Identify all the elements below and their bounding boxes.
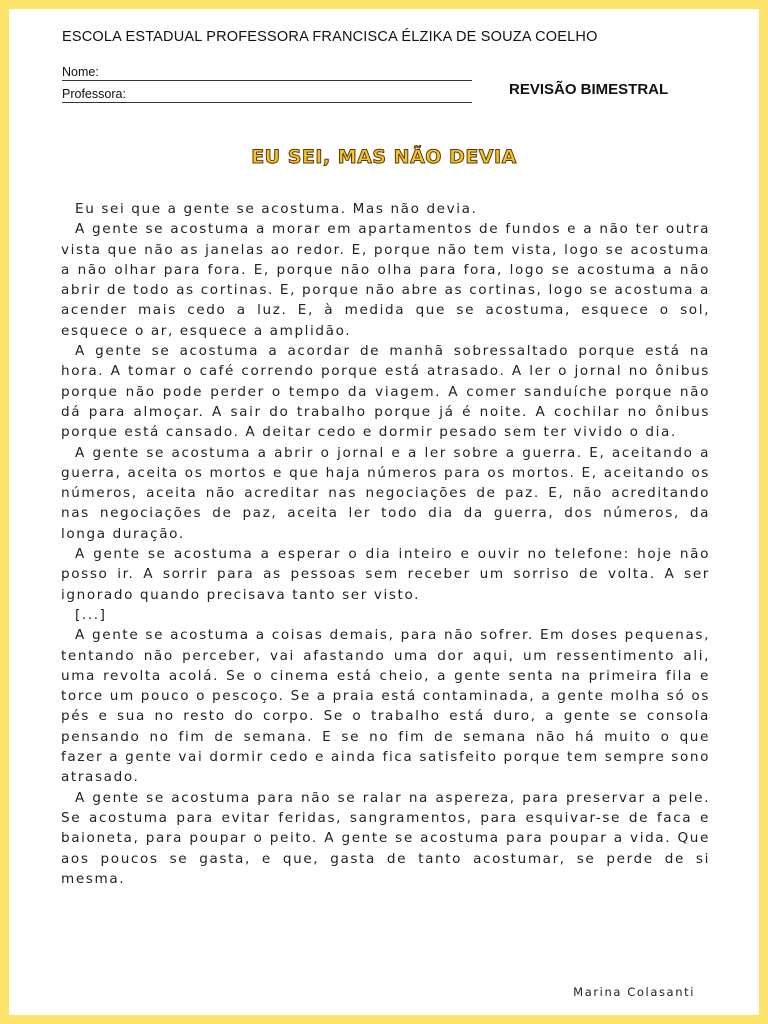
article-body [61, 199, 710, 889]
paragraph: A gente se acostuma a morar em apartamentos de fundos e a não ter outra vista que não as janelas ao redor. E, porque não tem vista, logo se acostuma a não olhar para fora. E, porque não olha para fora, logo se acostuma a não abrir de todo as cortinas. E, porque não abre as cortinas, logo se acostuma a acender mais cedo a luz. E, à medida que se acostuma, esquece o sol, esquece o ar, esquece a amplidão. [61, 221, 710, 339]
ellipsis-marker: [...] [75, 606, 107, 623]
school-name: ESCOLA ESTADUAL PROFESSORA FRANCISCA ÉLZIKA DE SOUZA COELHO [62, 29, 598, 45]
paragraph: A gente se acostuma a esperar o dia inteiro e ouvir no telefone: hoje não posso ir. A sorrir para as pessoas sem receber um sorriso de volta. A ser ignorado quando precisava tanto ser visto. [61, 546, 710, 603]
paragraph: A gente se acostuma a acordar de manhã sobressaltado porque está na hora. A tomar o café correndo porque está atrasado. A ler o jornal no ônibus porque não pode perder o tempo da viagem. A comer sanduíche porque não dá para almoçar. A sair do trabalho porque já é noite. A cochilar no ônibus porque está cansado. A deitar cedo e dormir pesado sem ter vivido o dia. [61, 343, 710, 441]
article-title: EU SEI, MAS NÃO DEVIA [251, 146, 517, 168]
exam-title: REVISÃO BIMESTRAL [509, 81, 669, 98]
paragraph: Eu sei que a gente se acostuma. Mas não devia. [75, 201, 478, 217]
teacher-field[interactable] [62, 87, 472, 103]
paragraph: A gente se acostuma para não se ralar na aspereza, para preservar a pele. Se acostuma para evitar feridas, sangramentos, para esquivar-se de faca e baioneta, para poupar o peito. A gente se acostuma para poupar a vida. Que aos poucos se gasta, e que, gasta de tanto acostumar, se perde de si mesma. [61, 789, 710, 887]
name-label: Nome: [62, 65, 99, 79]
paragraph: A gente se acostuma a coisas demais, para não sofrer. Em doses pequenas, tentando não perceber, vai afastando uma dor aqui, um ressentimento ali, uma revolta acolá. Se o cinema está cheio, a gente senta na primeira fila e torce um pouco o pescoço. Se a praia está contaminada, a gente molha só os pés e sua no resto do corpo. Se o trabalho está duro, a gente se consola pensando no fim de semana. E se no fim de semana não há muito o que fazer a gente vai dormir cedo e ainda fica satisfeito porque tem sempre sono atrasado. [61, 627, 710, 786]
name-field[interactable] [62, 65, 472, 81]
teacher-label: Professora: [62, 87, 126, 101]
author-name: Marina Colasanti [573, 985, 695, 999]
paragraph: A gente se acostuma a abrir o jornal e a ler sobre a guerra. E, aceitando a guerra, aceita os mortos e que haja números para os mortos. E, aceitando os números, aceita não acreditar nas negociações de paz. E, não acreditando nas negociações de paz, aceita ler todo dia da guerra, dos números, da longa duração. [61, 444, 710, 542]
